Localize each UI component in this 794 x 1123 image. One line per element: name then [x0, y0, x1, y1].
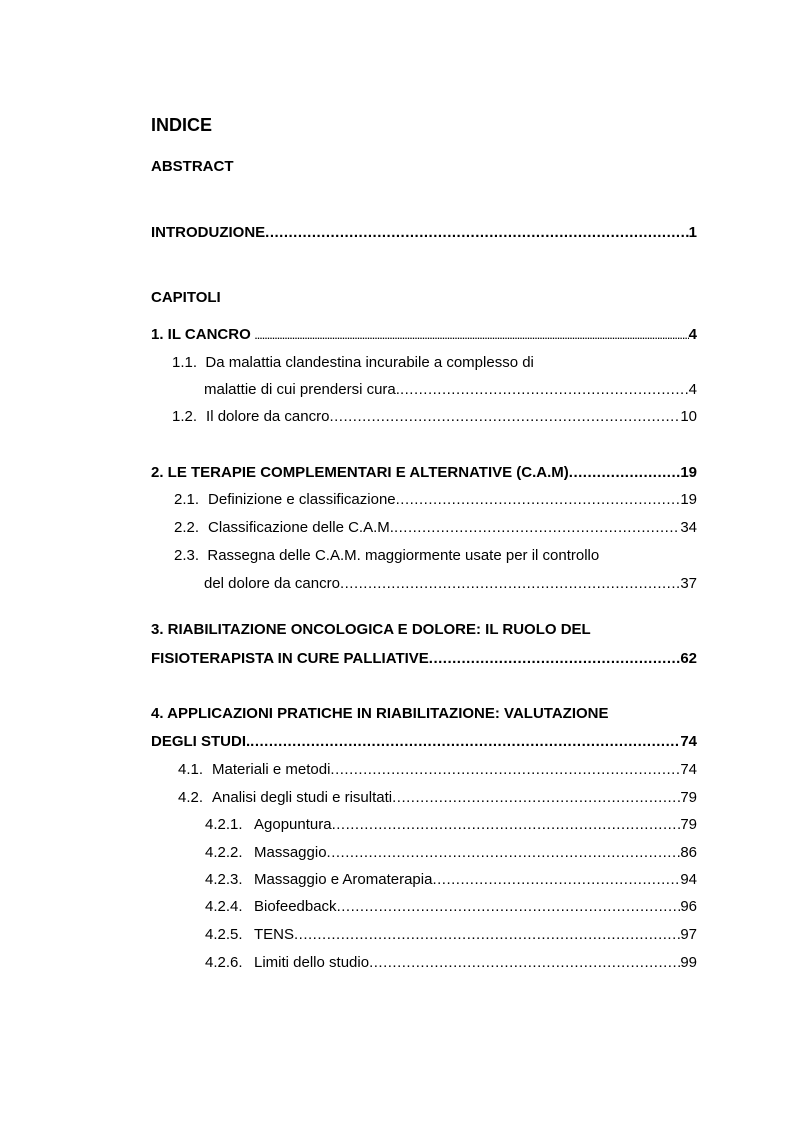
leader-dots [330, 761, 680, 779]
toc-entry-subsection-4-2-1[interactable] [205, 816, 697, 834]
toc-page-number: 4 [688, 381, 697, 398]
toc-entry-label: Massaggio e Aromaterapia [254, 871, 433, 888]
toc-entry-label: Agopuntura [254, 816, 332, 833]
toc-entry-label: Classificazione delle C.A.M. [208, 519, 394, 536]
toc-page-number: 74 [680, 733, 697, 750]
toc-entry-label: del dolore da cancro [204, 575, 340, 592]
leader-dots [369, 954, 680, 972]
toc-section-number: 1.1. [172, 354, 198, 371]
toc-entry-section-4-2[interactable] [178, 789, 697, 807]
toc-entry-section-4-1[interactable] [178, 761, 697, 779]
toc-page-number: 97 [680, 926, 697, 943]
toc-page-number: 19 [680, 491, 697, 508]
toc-section-number: 2.3. [174, 547, 200, 564]
toc-entry-label: 1. IL CANCRO [151, 326, 251, 343]
toc-section-number: 2.1. [174, 491, 200, 508]
leader-dots [327, 844, 681, 862]
toc-page-number: 4 [688, 326, 697, 343]
toc-entry-label: Limiti dello studio [254, 954, 370, 971]
toc-page-number: 1 [688, 224, 697, 241]
abstract-heading: ABSTRACT [151, 158, 234, 175]
toc-page-number: 19 [680, 464, 697, 481]
toc-page-number: 37 [680, 575, 697, 592]
toc-entry-chapter-4[interactable]: 4. APPLICAZIONI PRATICHE IN RIABILITAZIONE: VALUTAZIONE [151, 705, 609, 722]
toc-page-number: 79 [680, 789, 697, 806]
toc-page-number: 62 [680, 650, 697, 667]
toc-entry-section-2-3-cont[interactable] [204, 575, 697, 593]
leader-dots [329, 408, 680, 426]
toc-entry-subsection-4-2-5[interactable] [205, 926, 697, 944]
toc-entry-label: Da malattia clandestina incurabile a complesso di [205, 354, 534, 371]
leader-dots [394, 519, 680, 537]
toc-entry-chapter-3[interactable]: 3. RIABILITAZIONE ONCOLOGICA E DOLORE: IL RUOLO DEL [151, 621, 591, 638]
toc-page-number: 10 [680, 408, 697, 425]
toc-entry-label: Definizione e classificazione [208, 491, 396, 508]
toc-section-number: 2.2. [174, 519, 200, 536]
toc-entry-label: Massaggio [254, 844, 327, 861]
toc-page-number: 99 [680, 954, 697, 971]
toc-entry-section-1-2[interactable] [172, 408, 697, 426]
toc-entry-section-1-1[interactable] [172, 354, 534, 372]
toc-section-number: 4.2.5. [205, 926, 243, 943]
toc-section-number: 4.2.3. [205, 871, 243, 888]
toc-entry-label: Rassegna delle C.A.M. maggiormente usate per il controllo [207, 547, 600, 564]
capitoli-heading: CAPITOLI [151, 289, 221, 306]
leader-dots [569, 464, 681, 482]
toc-entry-label: malattie di cui prendersi cura. [204, 381, 400, 398]
toc-section-number: 4.2.1. [205, 816, 243, 833]
toc-section-number: 4.2.4. [205, 898, 243, 915]
toc-entry-subsection-4-2-3[interactable] [205, 871, 697, 889]
toc-section-number: 1.2. [172, 408, 198, 425]
leader-dots [396, 491, 681, 509]
toc-entry-label: Il dolore da cancro [206, 408, 330, 425]
toc-entry-section-2-3[interactable] [174, 547, 599, 565]
toc-page-number: 79 [680, 816, 697, 833]
toc-entry-subsection-4-2-4[interactable] [205, 898, 697, 916]
leader-dots [432, 871, 680, 889]
toc-entry-chapter-3-cont[interactable] [151, 650, 697, 668]
toc-entry-chapter-2[interactable] [151, 464, 697, 482]
toc-section-number: 4.2.2. [205, 844, 243, 861]
leader-dots [400, 381, 689, 399]
toc-page-number: 94 [680, 871, 697, 888]
toc-entry-label: INTRODUZIONE [151, 224, 266, 241]
toc-entry-label: FISIOTERAPISTA IN CURE PALLIATIVE [151, 650, 429, 667]
leader-dots [332, 816, 681, 834]
leader-dots [340, 575, 680, 593]
toc-section-number: 4.2.6. [205, 954, 243, 971]
toc-page-number: 86 [680, 844, 697, 861]
toc-entry-label: 2. LE TERAPIE COMPLEMENTARI E ALTERNATIVE (C.A.M) [151, 464, 569, 481]
toc-entry-introduzione[interactable] [151, 224, 697, 242]
toc-entry-section-2-2[interactable] [174, 519, 697, 537]
leader-dots [265, 224, 688, 242]
toc-entry-section-1-1-cont[interactable] [204, 381, 697, 399]
leader-dots [294, 926, 680, 944]
toc-entry-chapter-1[interactable] [151, 326, 697, 345]
toc-page-number: 96 [680, 898, 697, 915]
toc-entry-label: Materiali e metodi [212, 761, 331, 778]
toc-entry-chapter-4-cont[interactable] [151, 733, 697, 751]
page-title: INDICE [151, 115, 213, 135]
toc-section-number: 4.2. [178, 789, 204, 806]
toc-entry-subsection-4-2-6[interactable] [205, 954, 697, 972]
leader-dots [337, 898, 681, 916]
toc-entry-label: Analisi degli studi e risultati [212, 789, 393, 806]
leader-dots [250, 733, 680, 751]
toc-section-number: 4.1. [178, 761, 204, 778]
leader-dots [392, 789, 680, 807]
toc-entry-label: TENS [254, 926, 295, 943]
toc-entry-label: Biofeedback [254, 898, 337, 915]
toc-page-number: 74 [680, 761, 697, 778]
toc-page-number: 34 [680, 519, 697, 536]
toc-entry-label: DEGLI STUDI. [151, 733, 251, 750]
toc-entry-subsection-4-2-2[interactable] [205, 844, 697, 862]
leader-dots [429, 650, 681, 668]
leader-dots [255, 327, 689, 345]
toc-entry-section-2-1[interactable] [174, 491, 697, 509]
